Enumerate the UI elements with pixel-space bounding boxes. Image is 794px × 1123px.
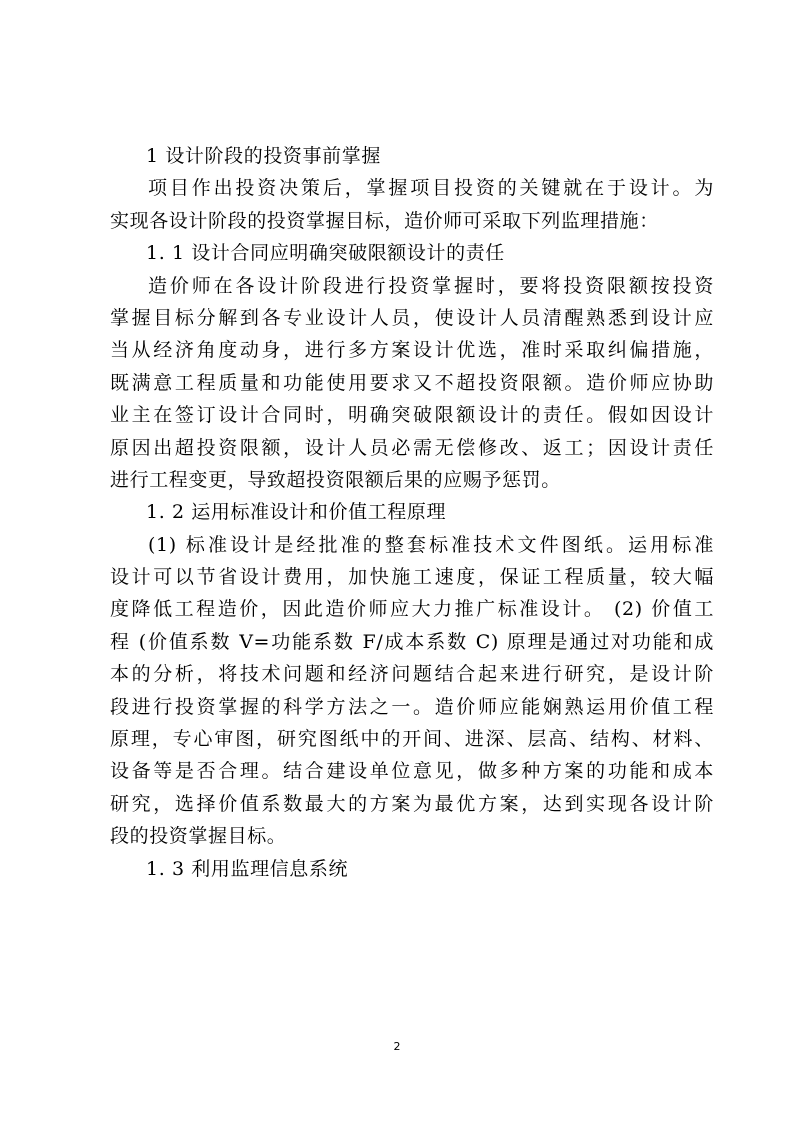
paragraph-line: 项目作出投资决策后，掌握项目投资的关键就在于设计。为 bbox=[148, 177, 714, 200]
paragraph-line: 原因出超投资限额，设计人员必需无偿修改、返工；因设计责任 bbox=[110, 436, 714, 459]
paragraph-line: 原理，专心审图，研究图纸中的开间、进深、层高、结构、材料、 bbox=[110, 728, 714, 751]
paragraph-line: 当从经济角度动身，进行多方案设计优选，准时采取纠偏措施， bbox=[110, 339, 714, 362]
paragraph-line: 研究，选择价值系数最大的方案为最优方案，达到实现各设计阶 bbox=[110, 792, 714, 815]
body-text bbox=[110, 140, 714, 885]
section-heading: 1 设计阶段的投资事前掌握 bbox=[146, 145, 381, 167]
paragraph-line: 造价师在各设计阶段进行投资掌握时，要将投资限额按投资 bbox=[148, 274, 714, 297]
section-heading: 1. 2 运用标准设计和价值工程原理 bbox=[146, 501, 447, 524]
paragraph-line: 段进行投资掌握的科学方法之一。造价师应能娴熟运用价值工程 bbox=[110, 695, 714, 718]
paragraph-line: 实现各设计阶段的投资掌握目标，造价师可采取下列监理措施： bbox=[110, 209, 659, 232]
paragraph-line: 设计可以节省设计费用，加快施工速度，保证工程质量，较大幅 bbox=[110, 566, 714, 589]
paragraph-line: 本的分析，将技术问题和经济问题结合起来进行研究，是设计阶 bbox=[110, 663, 714, 686]
paragraph-line: 段的投资掌握目标。 bbox=[110, 825, 287, 848]
section-heading: 1. 1 设计合同应明确突破限额设计的责任 bbox=[146, 242, 505, 265]
section-heading: 1. 3 利用监理信息系统 bbox=[146, 857, 349, 880]
paragraph-line: 既满意工程质量和功能使用要求又不超投资限额。造价师应协助 bbox=[110, 371, 714, 394]
page-number: 2 bbox=[393, 1040, 401, 1053]
paragraph-line: 业主在签订设计合同时，明确突破限额设计的责任。假如因设计 bbox=[110, 404, 714, 427]
paragraph-line: 进行工程变更，导致超投资限额后果的应赐予惩罚。 bbox=[110, 468, 561, 491]
paragraph-line: 程 (价值系数 V=功能系数 F/成本系数 C) 原理是通过对功能和成 bbox=[110, 630, 714, 653]
paragraph-line: (1) 标准设计是经批准的整套标准技术文件图纸。运用标准 bbox=[148, 533, 714, 556]
paragraph-line: 设备等是否合理。结合建设单位意见，做多种方案的功能和成本 bbox=[110, 760, 714, 783]
paragraph-line: 掌握目标分解到各专业设计人员，使设计人员清醒熟悉到设计应 bbox=[110, 306, 714, 329]
paragraph-line: 度降低工程造价，因此造价师应大力推广标准设计。 (2) 价值工 bbox=[110, 598, 714, 621]
